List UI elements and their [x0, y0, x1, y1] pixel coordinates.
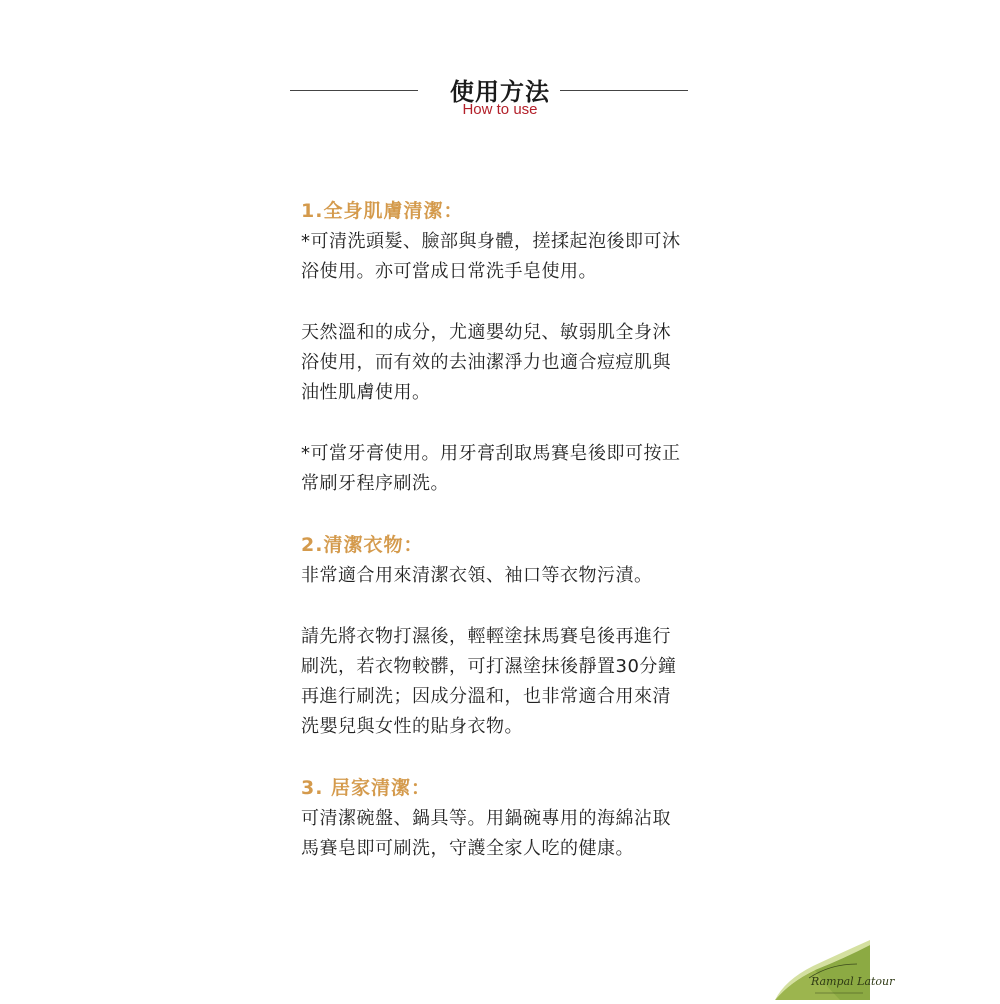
section-paragraph: 可清潔碗盤、鍋具等。用鍋碗專用的海綿沾取 馬賽皂即可刷洗，守護全家人吃的健康。: [301, 808, 671, 859]
instructions-content: [301, 196, 721, 864]
section-laundry: [301, 530, 721, 742]
page-header: [0, 68, 1000, 128]
section-heading: 2.清潔衣物：: [301, 534, 424, 556]
section-paragraph: 請先將衣物打濕後，輕輕塗抹馬賽皂後再進行 刷洗，若衣物較髒，可打濕塗抹後靜置30分鐘 再進行刷洗；因成分溫和，也非常適合用來清 洗嬰兒與女性的貼身衣物。: [301, 626, 677, 737]
section-paragraph: 非常適合用來清潔衣領、袖口等衣物污漬。: [301, 565, 653, 586]
section-body-cleansing: [301, 196, 721, 499]
section-paragraph: *可當牙膏使用。用牙膏刮取馬賽皂後即可按正 常刷牙程序刷洗。: [301, 443, 681, 494]
section-household: [301, 773, 721, 864]
page-subtitle: How to use: [462, 101, 538, 118]
brand-signature: Rampal Latour: [811, 975, 895, 988]
section-heading: 1.全身肌膚清潔：: [301, 200, 464, 222]
page-title: 使用方法: [450, 78, 550, 106]
brand-logo-corner-icon: [745, 940, 895, 1000]
section-heading: 3. 居家清潔：: [301, 777, 432, 799]
section-paragraph: 天然溫和的成分，尤適嬰幼兒、敏弱肌全身沐 浴使用，而有效的去油潔淨力也適合痘痘肌與 油性肌膚使用。: [301, 322, 671, 403]
section-paragraph: *可清洗頭髮、臉部與身體，搓揉起泡後即可沐 浴使用。亦可當成日常洗手皂使用。: [301, 231, 681, 282]
